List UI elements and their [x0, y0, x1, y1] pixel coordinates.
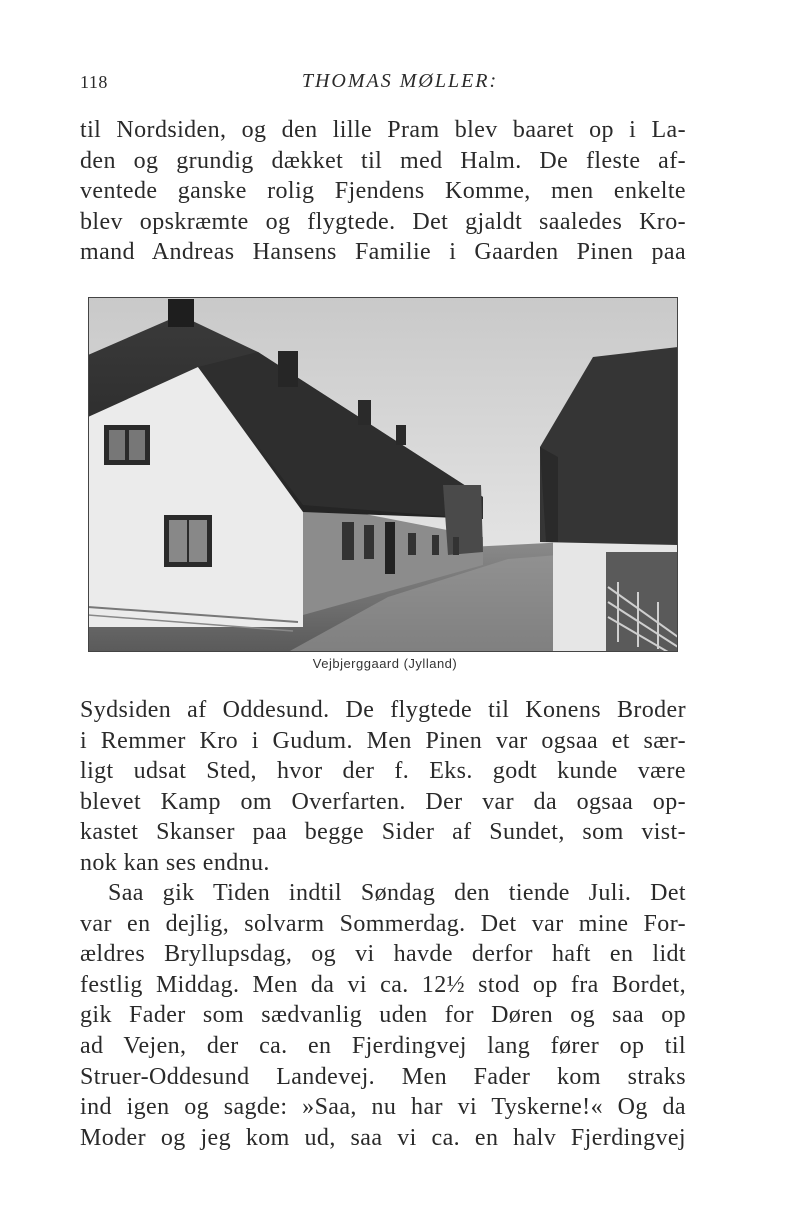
text-line: festlig Middag. Men da vi ca. 12½ stod op fra Bordet, — [80, 971, 686, 998]
text-line: i Remmer Kro i Gudum. Men Pinen var ogsaa et sær- — [80, 727, 686, 754]
text-line: ligt udsat Sted, hvor der f. Eks. godt kunde være — [80, 758, 686, 785]
paragraph-bottom — [80, 878, 686, 1153]
text-line: ind igen og sagde: »Saa, nu har vi Tyskerne!« Og da — [80, 1094, 686, 1121]
text-line: Saa gik Tiden indtil Søndag den tiende Juli. Det — [108, 880, 686, 906]
text-line: nok kan ses endnu. — [80, 849, 270, 876]
text-line: Sydsiden af Oddesund. De flygtede til Konens Broder — [80, 697, 686, 723]
text-line: ad Vejen, der ca. en Fjerdingvej lang fører op til — [80, 1032, 686, 1059]
text-line: blev opskræmte og flygtede. Det gjaldt saaledes Kro- — [80, 208, 686, 235]
running-title: THOMAS MØLLER: — [301, 70, 499, 92]
text-line: gik Fader som sædvanlig uden for Døren og saa op — [80, 1002, 686, 1029]
paragraph-top — [80, 115, 686, 268]
text-line: til Nordsiden, og den lille Pram blev baaret op i La- — [80, 117, 686, 143]
figure-caption: Vejbjerggaard (Jylland) — [312, 656, 458, 671]
paragraph-middle — [80, 695, 686, 879]
text-line: blevet Kamp om Overfarten. Der var da ogsaa op- — [80, 788, 686, 815]
text-line: den og grundig dækket til med Halm. De fleste af- — [80, 147, 686, 174]
farmhouse-photograph — [88, 297, 678, 652]
text-line: ventede ganske rolig Fjendens Komme, men enkelte — [80, 178, 686, 205]
text-line: Moder og jeg kom ud, saa vi ca. en halv Fjerdingvej — [80, 1124, 686, 1151]
text-line: kastet Skanser paa begge Sider af Sundet, som vist- — [80, 819, 686, 846]
text-line: ældres Bryllupsdag, og vi havde derfor haft en lidt — [80, 941, 686, 968]
text-line: mand Andreas Hansens Familie i Gaarden Pinen paa — [80, 239, 686, 266]
text-line: Struer-Oddesund Landevej. Men Fader kom straks — [80, 1063, 686, 1090]
text-line: var en dejlig, solvarm Sommerdag. Det var mine For- — [80, 910, 686, 937]
page-number: 118 — [80, 72, 108, 92]
